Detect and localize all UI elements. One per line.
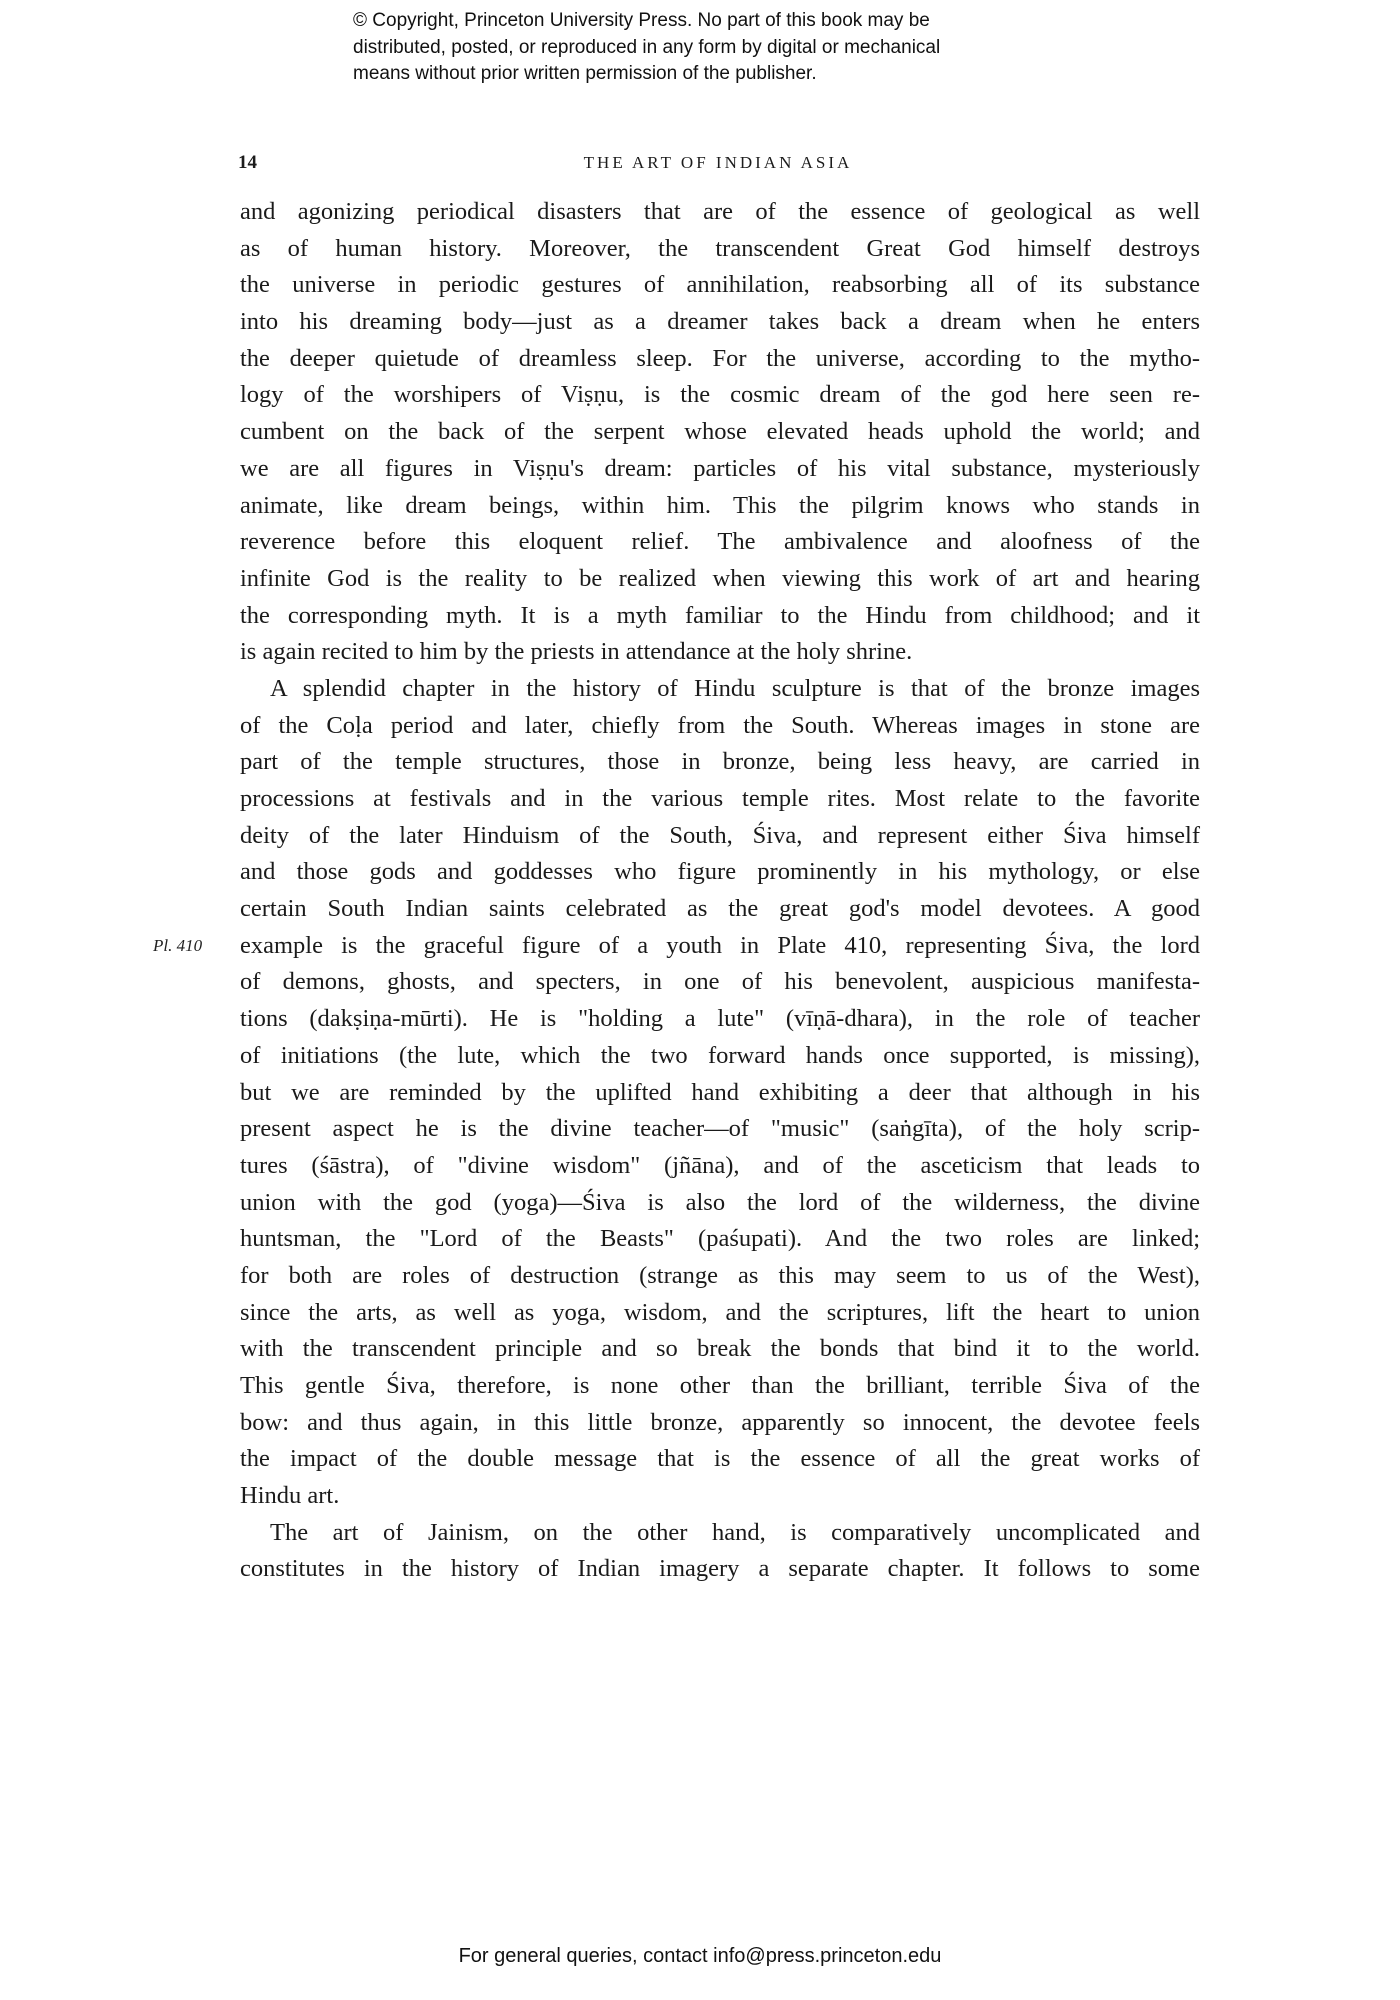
- copyright-line: means without prior written permission of the publisher.: [353, 63, 817, 84]
- text-line: processions at festivals and in the various temple rites. Most relate to the favorite: [240, 785, 1200, 812]
- text-line: as of human history. Moreover, the transcendent Great God himself destroys: [240, 234, 1200, 262]
- text-line: is again recited to him by the priests in attendance at the holy shrine.: [240, 638, 913, 666]
- text-line: the universe in periodic gestures of annihilation, reabsorbing all of its substance: [240, 271, 1200, 299]
- text-line: into his dreaming body—just as a dreamer takes back a dream when he enters: [240, 308, 1200, 336]
- text-line: constitutes in the history of Indian imagery a separate chapter. It follows to some: [240, 1555, 1200, 1583]
- text-line: reverence before this eloquent relief. The ambivalence and aloofness of the: [240, 528, 1200, 556]
- text-line: bow: and thus again, in this little bronze, apparently so innocent, the devotee feels: [240, 1408, 1200, 1436]
- text-line: of initiations (the lute, which the two forward hands once supported, is missing),: [240, 1041, 1200, 1069]
- text-line: certain South Indian saints celebrated as the great god's model devotees. A good: [240, 895, 1200, 923]
- text-line: union with the god (yoga)—Śiva is also the lord of the wilderness, the divine: [240, 1188, 1200, 1216]
- text-line: of demons, ghosts, and specters, in one of his benevolent, auspicious manifesta-: [240, 968, 1200, 996]
- paragraph-2: [240, 671, 1200, 1515]
- text-line: present aspect he is the divine teacher—of "music" (saṅgīta), of the holy scrip-: [240, 1115, 1200, 1143]
- text-line: we are all figures in Viṣṇu's dream: particles of his vital substance, mysteriously: [240, 454, 1200, 482]
- running-head: [238, 152, 1198, 180]
- text-line: the corresponding myth. It is a myth familiar to the Hindu from childhood; and it: [240, 601, 1200, 629]
- plate-reference-note: Pl. 410: [153, 936, 203, 955]
- footer-contact: For general queries, contact info@press.princeton.edu: [458, 1945, 942, 1967]
- copyright-notice: [353, 8, 1113, 88]
- text-line: for both are roles of destruction (strange as this may seem to us of the West),: [240, 1261, 1200, 1289]
- book-title: THE ART OF INDIAN ASIA: [583, 153, 853, 172]
- text-line: infinite God is the reality to be realized when viewing this work of art and hearing: [240, 564, 1200, 592]
- text-line: with the transcendent principle and so break the bonds that bind it to the world.: [240, 1335, 1200, 1363]
- text-line: tions (dakṣiṇa-mūrti). He is "holding a lute" (vīṇā-dhara), in the role of teacher: [240, 1005, 1200, 1033]
- text-line: huntsman, the "Lord of the Beasts" (paśupati). And the two roles are linked;: [240, 1225, 1200, 1253]
- text-line: A splendid chapter in the history of Hindu sculpture is that of the bronze images: [270, 674, 1200, 702]
- text-line: tures (śāstra), of "divine wisdom" (jñāna), and of the asceticism that leads to: [240, 1151, 1200, 1179]
- text-line: of the Coḷa period and later, chiefly from the South. Whereas images in stone are: [240, 711, 1200, 739]
- text-line: and those gods and goddesses who figure prominently in his mythology, or else: [240, 858, 1200, 886]
- text-line: Hindu art.: [240, 1482, 340, 1510]
- text-line: part of the temple structures, those in bronze, being less heavy, are carried in: [240, 748, 1200, 776]
- text-line: deity of the later Hinduism of the South, Śiva, and represent either Śiva himself: [240, 821, 1200, 849]
- text-line: and agonizing periodical disasters that are of the essence of geological as well: [240, 198, 1200, 225]
- text-line: the impact of the double message that is the essence of all the great works of: [240, 1445, 1200, 1473]
- paragraph-1: [240, 194, 1200, 671]
- body-text: [240, 194, 1200, 1588]
- text-line: The art of Jainism, on the other hand, is comparatively uncomplicated and: [270, 1518, 1200, 1546]
- text-line: animate, like dream beings, within him. This the pilgrim knows who stands in: [240, 491, 1200, 519]
- text-line: the deeper quietude of dreamless sleep. For the universe, according to the mytho-: [240, 344, 1200, 372]
- page-number: 14: [238, 152, 257, 173]
- text-line: logy of the worshipers of Viṣṇu, is the cosmic dream of the god here seen re-: [240, 381, 1200, 409]
- text-line: cumbent on the back of the serpent whose elevated heads uphold the world; and: [240, 418, 1200, 446]
- text-line: example is the graceful figure of a youth in Plate 410, representing Śiva, the lord: [240, 931, 1200, 959]
- copyright-line: © Copyright, Princeton University Press. No part of this book may be: [353, 10, 930, 31]
- text-line: but we are reminded by the uplifted hand exhibiting a deer that although in his: [240, 1078, 1200, 1106]
- copyright-line: distributed, posted, or reproduced in any form by digital or mechanical: [353, 36, 941, 58]
- text-line: This gentle Śiva, therefore, is none other than the brilliant, terrible Śiva of the: [240, 1372, 1200, 1399]
- paragraph-3: [240, 1515, 1200, 1588]
- text-line: since the arts, as well as yoga, wisdom, and the scriptures, lift the heart to union: [240, 1298, 1200, 1326]
